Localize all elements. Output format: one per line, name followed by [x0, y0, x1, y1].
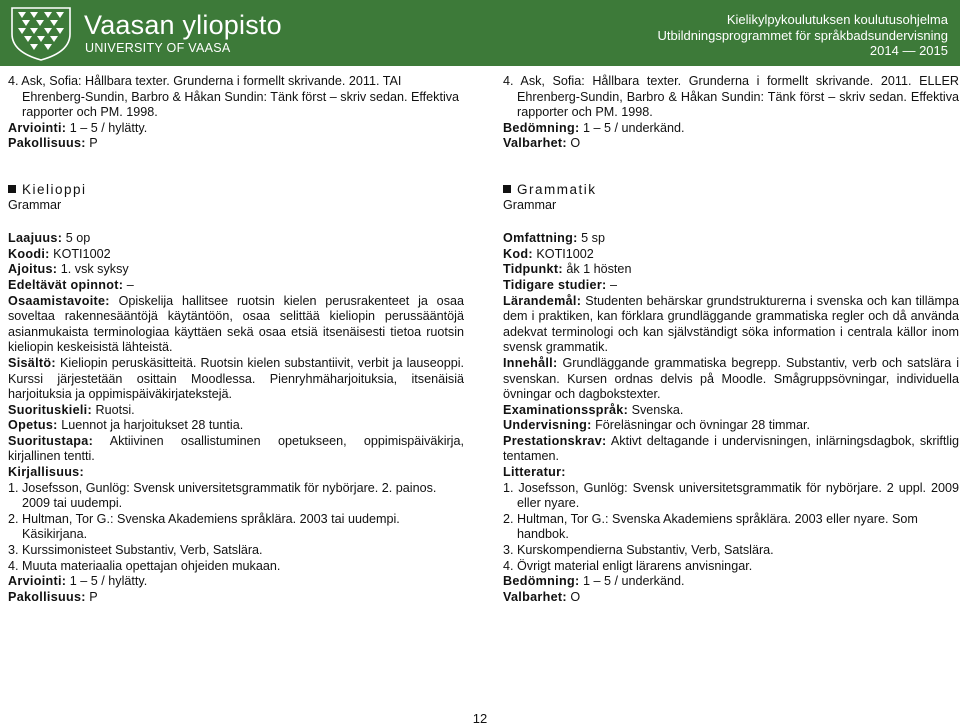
suoritustapa-row: Suoritustapa: Aktiivinen osallistuminen opetukseen, oppimispäiväkirja, kirjallinen tentti.: [8, 433, 464, 464]
koodi-row: Koodi: KOTI1002: [8, 246, 111, 261]
laajuus-row: Laajuus: 5 op: [8, 231, 91, 246]
kod-row: Kod: KOTI1002: [503, 246, 594, 261]
larandemal-row: Lärandemål: Studenten behärskar grundstrukturerna i svenska och kan tillämpa dem i praktiken, kan förklara grundläggande grammatiska regler och då använda adekvat terminologi och kan självständigt söka information i centrala källor inom svensk grammatik.: [503, 293, 959, 355]
arviointi-row: Arviointi: 1 – 5 / hylätty.: [8, 574, 148, 589]
academic-years: 2014 — 2015: [869, 43, 948, 58]
litteratur-heading: Litteratur:: [503, 465, 566, 480]
edeltavat-row: Edeltävät opinnot: –: [8, 277, 134, 292]
program-name-sv: Utbildningsprogrammet för språkbadsundervisning: [657, 27, 948, 43]
sisalto-row: Sisältö: Kieliopin peruskäsitteitä. Ruotsin kielen substantiivit, verbit ja lauseoppi. Kurssi järjestetään osittain Moodlessa. Pienryhmäharjoituksia, itsenäisiä harjoituksia ja oppimispäiväkirjatekstejä.: [8, 355, 465, 402]
square-bullet-icon: [503, 185, 511, 193]
right-column: [503, 74, 959, 605]
literature-item: 2. Hultman, Tor G.: Svenska Akademiens språklära. 2003 tai uudempi. Käsikirjana.: [8, 511, 400, 542]
literature-item: 3. Kurssimonisteet Substantiv, Verb, Satslära.: [8, 543, 263, 558]
prev-bedomning: Bedömning: 1 – 5 / underkänd.: [503, 120, 685, 135]
prestationskrav-row: Prestationskrav: Aktivt deltagande i undervisningen, inlärningsdagbok, skriftlig tentamen.: [503, 433, 960, 464]
section-title-grammatik: Grammatik: [503, 182, 959, 198]
program-name-fi: Kielikylpykoulutuksen koulutusohjelma: [726, 12, 948, 27]
left-column: [8, 74, 464, 605]
literature-item: 4. Övrigt material enligt lärarens anvisningar.: [503, 558, 753, 573]
prev-valbarhet: Valbarhet: O: [503, 136, 581, 151]
university-crest-logo: [6, 4, 76, 62]
omfattning-row: Omfattning: 5 sp: [503, 231, 605, 246]
valbarhet-row: Valbarhet: O: [503, 589, 581, 604]
bedomning-row: Bedömning: 1 – 5 / underkänd.: [503, 574, 685, 589]
prev-literature-item: 4. Ask, Sofia: Hållbara texter. Grunderna i formellt skrivande. 2011. ELLER Ehrenberg-Sundin, Barbro & Håkan Sundin: Tänk först – skriv sedan. Effektiva rapporter och PM. 1998.: [503, 74, 959, 120]
examinationssprak-row: Examinationsspråk: Svenska.: [503, 402, 684, 417]
kirjallisuus-heading: Kirjallisuus:: [8, 465, 84, 480]
section-title-kielioppi: Kielioppi: [8, 182, 464, 198]
pakollisuus-row: Pakollisuus: P: [8, 589, 98, 604]
page-number: 12: [472, 711, 488, 726]
prev-arviointi: Arviointi: 1 – 5 / hylätty.: [8, 120, 148, 135]
tidpunkt-row: Tidpunkt: åk 1 hösten: [503, 262, 632, 277]
literature-item: 1. Josefsson, Gunlög: Svensk universitetsgrammatik för nybörjare. 2 uppl. 2009 eller nyare.: [503, 480, 959, 511]
section-subtitle: Grammar: [503, 197, 557, 212]
section-subtitle: Grammar: [8, 197, 62, 212]
literature-item: 1. Josefsson, Gunlög: Svensk universitetsgrammatik för nybörjare. 2. painos. 2009 tai uudempi.: [8, 480, 437, 511]
page-header: [0, 0, 960, 66]
innehall-row: Innehåll: Grundläggande grammatiska begrepp. Substantiv, verb och satslära i svenskan. Kursen ordnas delvis på Moodle. Smågruppsövningar, individuella övningar och dagbokstexter.: [503, 355, 960, 402]
university-name: Vaasan yliopisto: [84, 10, 282, 40]
literature-item: 2. Hultman, Tor G.: Svenska Akademiens språklära. 2003 eller nyare. Som handbok.: [503, 511, 918, 542]
osaamistavoite-row: Osaamistavoite: Opiskelija hallitsee ruotsin kielen perusrakenteet ja osaa soveltaa rakennesääntöjä käytäntöön, osaa selittää kieliopin perussääntöjä asianmukaista terminologiaa käyttäen sekä osaa etsiä itsenäisesti tietoa ruotsin kieliopin keskeisistä lähteistä.: [8, 293, 464, 355]
program-info: [658, 12, 948, 59]
ajoitus-row: Ajoitus: 1. vsk syksy: [8, 262, 129, 277]
undervisning-row: Undervisning: Föreläsningar och övningar 28 timmar.: [503, 418, 810, 433]
square-bullet-icon: [8, 185, 16, 193]
literature-item: 4. Muuta materiaalia opettajan ohjeiden mukaan.: [8, 558, 281, 573]
opetus-row: Opetus: Luennot ja harjoitukset 28 tuntia.: [8, 418, 244, 433]
prev-pakollisuus: Pakollisuus: P: [8, 136, 98, 151]
prev-literature-item: 4. Ask, Sofia: Hållbara texter. Grunderna i formellt skrivande. 2011. TAI Ehrenberg-Sundin, Barbro & Håkan Sundin: Tänk först – skriv sedan. Effektiva rapporter och PM. 1998.: [8, 74, 460, 120]
suorituskieli-row: Suorituskieli: Ruotsi.: [8, 402, 135, 417]
tidigare-row: Tidigare studier: –: [503, 277, 618, 292]
university-subtitle: UNIVERSITY OF VAASA: [85, 41, 231, 55]
literature-item: 3. Kurskompendierna Substantiv, Verb, Satslära.: [503, 543, 774, 558]
